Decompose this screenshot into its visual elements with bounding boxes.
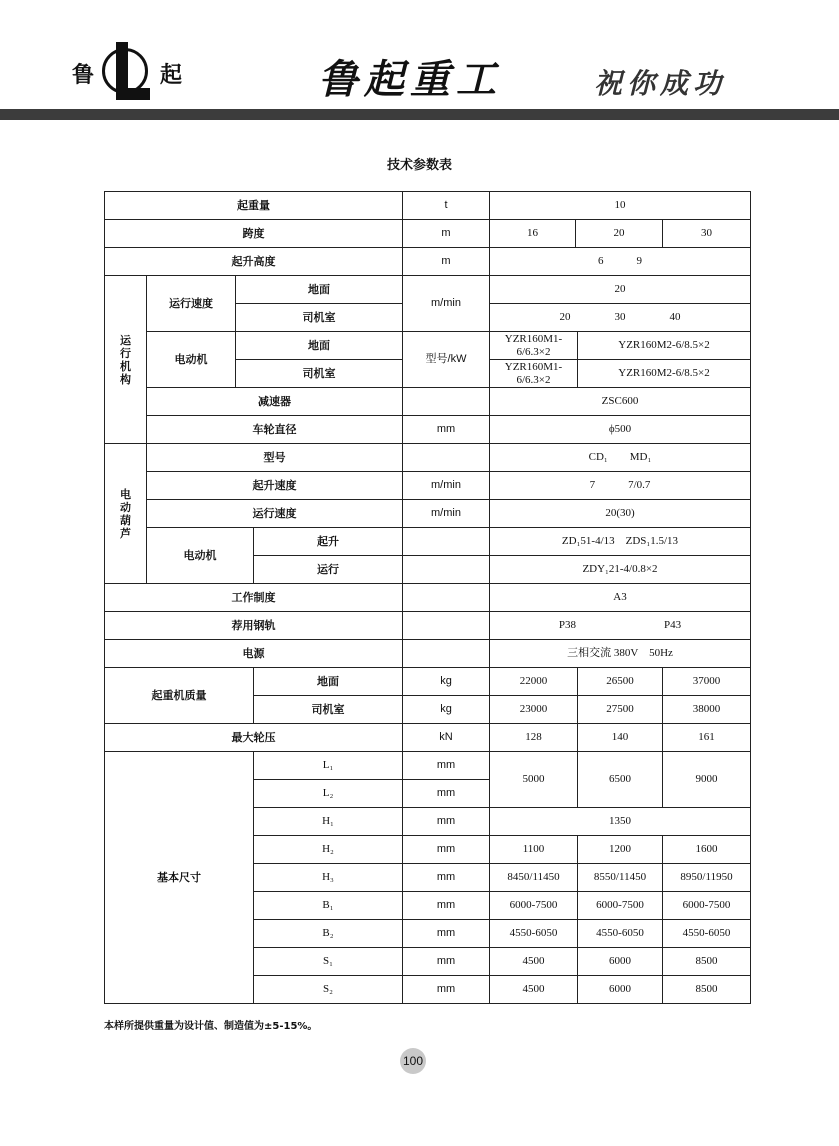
page-number: 100 — [400, 1048, 426, 1074]
hoist-group-label: 电 动 葫 芦 — [105, 444, 147, 584]
logo-l-icon — [102, 42, 152, 104]
dim-label: H₃ — [254, 864, 403, 892]
power-label: 电源 — [105, 640, 403, 668]
power-value: 三相交流 380V 50Hz — [490, 640, 751, 668]
brand-name: 鲁起重工 — [318, 56, 502, 103]
dim-label: H₁ — [254, 808, 403, 836]
dim-value: 6000-7500 — [490, 892, 578, 920]
hoist-model-label: 型号 — [147, 444, 403, 472]
dim-value: 4550-6050 — [663, 920, 751, 948]
dim-value: 8500 — [663, 976, 751, 1004]
dim-unit: mm — [403, 864, 490, 892]
travel-motor-label: 电动机 — [147, 332, 236, 388]
reducer-value: ZSC600 — [490, 388, 751, 416]
table-row — [105, 752, 751, 780]
span-label: 跨度 — [105, 220, 403, 248]
dim-label: H₂ — [254, 836, 403, 864]
page-title: 技术参数表 — [386, 158, 452, 173]
lift-height-unit: m — [403, 248, 490, 276]
table-row — [105, 332, 751, 360]
slogan: 祝你成功 — [594, 67, 727, 100]
travel-speed-ground-value: 20 — [490, 276, 751, 304]
dim-unit: mm — [403, 836, 490, 864]
dim-value: 4500 — [490, 948, 578, 976]
hoist-motor-label: 电动机 — [147, 528, 254, 584]
dim-value: 1600 — [663, 836, 751, 864]
dim-value: 6000 — [578, 948, 663, 976]
dim-value: 1100 — [490, 836, 578, 864]
travel-speed-ground-label: 地面 — [236, 276, 403, 304]
capacity-value: 10 — [490, 192, 751, 220]
travel-motor-cab-value: YZR160M1-6/6.3×2 — [490, 360, 578, 388]
dim-value: 4550-6050 — [490, 920, 578, 948]
table-row — [105, 724, 751, 752]
dim-value: 6000 — [578, 976, 663, 1004]
capacity-unit: t — [403, 192, 490, 220]
duty-label: 工作制度 — [105, 584, 403, 612]
dim-l-value: 9000 — [663, 752, 751, 808]
mass-ground-value: 22000 — [490, 668, 578, 696]
travel-motor-ground-value: YZR160M1-6/6.3×2 — [490, 332, 578, 360]
travel-motor-cab-value: YZR160M2-6/8.5×2 — [578, 360, 751, 388]
table-row — [105, 416, 751, 444]
dim-value: 4500 — [490, 976, 578, 1004]
mass-cab-unit: kg — [403, 696, 490, 724]
dims-label: 基本尺寸 — [105, 752, 254, 1004]
dim-value: 4550-6050 — [578, 920, 663, 948]
dim-value: 1200 — [578, 836, 663, 864]
mass-ground-label: 地面 — [254, 668, 403, 696]
company-logo — [72, 38, 182, 108]
hoist-model-unit — [403, 444, 490, 472]
table-row — [105, 528, 751, 556]
dim-label: L₂ — [254, 780, 403, 808]
hoist-lift-speed-unit: m/min — [403, 472, 490, 500]
duty-value: A3 — [490, 584, 751, 612]
travel-motor-ground-value: YZR160M2-6/8.5×2 — [578, 332, 751, 360]
rail-unit — [403, 612, 490, 640]
mass-cab-value: 38000 — [663, 696, 751, 724]
span-value: 30 — [663, 220, 751, 248]
dim-unit: mm — [403, 780, 490, 808]
mass-cab-label: 司机室 — [254, 696, 403, 724]
wheel-unit: mm — [403, 416, 490, 444]
wheel-load-unit: kN — [403, 724, 490, 752]
hoist-travel-speed-unit: m/min — [403, 500, 490, 528]
wheel-load-label: 最大轮压 — [105, 724, 403, 752]
dim-value: 6000-7500 — [578, 892, 663, 920]
travel-group-label: 运 行 机 构 — [105, 276, 147, 444]
hoist-motor-travel-unit — [403, 556, 490, 584]
table-row — [105, 444, 751, 472]
dim-h1-value: 1350 — [490, 808, 751, 836]
table-row — [105, 388, 751, 416]
dim-value: 6000-7500 — [663, 892, 751, 920]
table-row — [105, 276, 751, 304]
mass-cab-value: 23000 — [490, 696, 578, 724]
dim-unit: mm — [403, 752, 490, 780]
mass-cab-value: 27500 — [578, 696, 663, 724]
span-unit: m — [403, 220, 490, 248]
hoist-motor-lift-unit — [403, 528, 490, 556]
wheel-value: ϕ500 — [490, 416, 751, 444]
table-row — [105, 584, 751, 612]
table-row — [105, 500, 751, 528]
capacity-label: 起重量 — [105, 192, 403, 220]
hoist-lift-speed-label: 起升速度 — [147, 472, 403, 500]
travel-speed-label: 运行速度 — [147, 276, 236, 332]
hoist-lift-speed-value: 7 7/0.7 — [490, 472, 751, 500]
table-row — [105, 248, 751, 276]
dim-label: S₁ — [254, 948, 403, 976]
footnote: 本样所提供重量为设计值、制造值为±5-15%。 — [104, 1021, 318, 1032]
logo-left-char: 鲁 — [72, 62, 95, 88]
dim-unit: mm — [403, 892, 490, 920]
hoist-travel-speed-value: 20(30) — [490, 500, 751, 528]
hoist-motor-travel-value: ZDY₁21-4/0.8×2 — [490, 556, 751, 584]
table-row — [105, 472, 751, 500]
spec-table — [104, 191, 751, 1004]
reducer-unit — [403, 388, 490, 416]
duty-unit — [403, 584, 490, 612]
travel-motor-cab-label: 司机室 — [236, 360, 403, 388]
travel-motor-unit: 型号/kW — [403, 332, 490, 388]
table-row — [105, 640, 751, 668]
mass-ground-value: 37000 — [663, 668, 751, 696]
hoist-motor-travel-label: 运行 — [254, 556, 403, 584]
power-unit — [403, 640, 490, 668]
dim-l-value: 6500 — [578, 752, 663, 808]
header-rule — [0, 109, 839, 120]
lift-height-value: 6 9 — [490, 248, 751, 276]
dim-value: 8550/11450 — [578, 864, 663, 892]
wheel-load-value: 140 — [578, 724, 663, 752]
lift-height-label: 起升高度 — [105, 248, 403, 276]
dim-unit: mm — [403, 948, 490, 976]
table-row — [105, 192, 751, 220]
wheel-label: 车轮直径 — [147, 416, 403, 444]
span-value: 16 — [490, 220, 576, 248]
span-value: 20 — [576, 220, 663, 248]
dim-value: 8450/11450 — [490, 864, 578, 892]
hoist-motor-lift-value: ZD₁51-4/13 ZDS₁1.5/13 — [490, 528, 751, 556]
hoist-model-value: CD₁ MD₁ — [490, 444, 751, 472]
hoist-travel-speed-label: 运行速度 — [147, 500, 403, 528]
dim-unit: mm — [403, 808, 490, 836]
hoist-motor-lift-label: 起升 — [254, 528, 403, 556]
dim-value: 8950/11950 — [663, 864, 751, 892]
travel-speed-unit: m/min — [403, 276, 490, 332]
reducer-label: 减速器 — [147, 388, 403, 416]
travel-motor-ground-label: 地面 — [236, 332, 403, 360]
mass-ground-unit: kg — [403, 668, 490, 696]
table-row — [105, 612, 751, 640]
table-row — [105, 668, 751, 696]
wheel-load-value: 161 — [663, 724, 751, 752]
travel-speed-cab-value: 20 30 40 — [490, 304, 751, 332]
table-row — [105, 220, 751, 248]
dim-label: S₂ — [254, 976, 403, 1004]
dim-l-value: 5000 — [490, 752, 578, 808]
dim-label: L₁ — [254, 752, 403, 780]
wheel-load-value: 128 — [490, 724, 578, 752]
travel-speed-cab-label: 司机室 — [236, 304, 403, 332]
rail-value: P38 P43 — [490, 612, 751, 640]
mass-ground-value: 26500 — [578, 668, 663, 696]
mass-label: 起重机质量 — [105, 668, 254, 724]
dim-unit: mm — [403, 920, 490, 948]
dim-label: B₂ — [254, 920, 403, 948]
dim-label: B₁ — [254, 892, 403, 920]
rail-label: 荐用钢轨 — [105, 612, 403, 640]
dim-unit: mm — [403, 976, 490, 1004]
logo-right-char: 起 — [160, 62, 183, 88]
dim-value: 8500 — [663, 948, 751, 976]
